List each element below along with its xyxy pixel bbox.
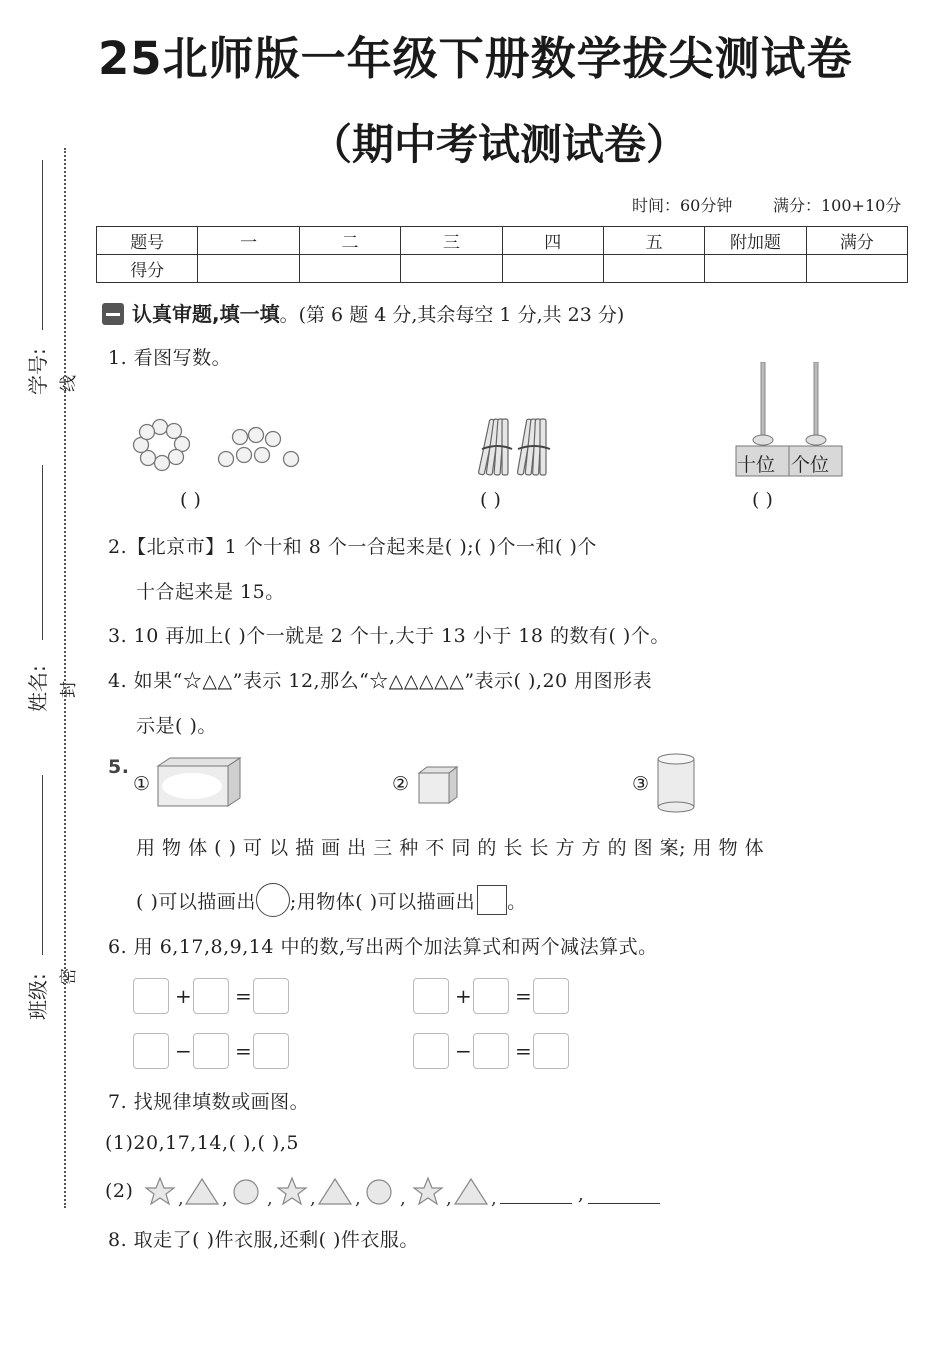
score-input-cell[interactable] bbox=[401, 255, 502, 283]
answer-box[interactable] bbox=[473, 978, 509, 1014]
question-4-line-2: 示是( )。 bbox=[136, 715, 217, 737]
student-no-label: 学号: bbox=[26, 348, 50, 395]
name-label: 姓名: bbox=[26, 665, 50, 712]
svg-text:,: , bbox=[355, 1188, 361, 1209]
score-input-cell[interactable] bbox=[705, 255, 806, 283]
score-header-cell: 四 bbox=[502, 227, 603, 255]
question-2-line-2: 十合起来是 15。 bbox=[136, 581, 285, 603]
circle-icon bbox=[367, 1180, 391, 1204]
object-label-1: ① bbox=[133, 773, 151, 795]
answer-box[interactable] bbox=[413, 1033, 449, 1069]
question-7-text: 7. 找规律填数或画图。 bbox=[108, 1091, 310, 1113]
score-header-cell: 一 bbox=[198, 227, 299, 255]
class-line bbox=[42, 775, 43, 955]
score-header-cell: 二 bbox=[299, 227, 400, 255]
class-label: 班级: bbox=[26, 973, 50, 1020]
svg-text:,: , bbox=[491, 1188, 497, 1209]
section-note: 。(第 6 题 4 分,其余每空 1 分,共 23 分) bbox=[279, 304, 625, 326]
question-4-line-1: 4. 如果“☆△△”表示 12,那么“☆△△△△△”表示( ),20 用图形表 bbox=[108, 670, 653, 692]
student-no-line bbox=[42, 160, 43, 330]
question-6-text: 6. 用 6,17,8,9,14 中的数,写出两个加法算式和两个减法算式。 bbox=[108, 936, 658, 958]
answer-box[interactable] bbox=[533, 1033, 569, 1069]
answer-box[interactable] bbox=[473, 1033, 509, 1069]
answer-box[interactable] bbox=[253, 1033, 289, 1069]
score-input-cell[interactable] bbox=[299, 255, 400, 283]
beads-illustration-icon bbox=[128, 415, 308, 480]
circle-icon bbox=[234, 1180, 258, 1204]
svg-text:,: , bbox=[267, 1188, 273, 1209]
seal-word-line: 线 bbox=[59, 375, 79, 392]
seal-word-secret: 密 bbox=[59, 968, 79, 985]
time-limit: 时间：60分钟 bbox=[632, 196, 733, 215]
binding-margin bbox=[0, 0, 95, 1352]
score-input-cell[interactable] bbox=[502, 255, 603, 283]
score-table bbox=[96, 226, 908, 283]
score-table-score-row bbox=[97, 255, 908, 283]
svg-text:,: , bbox=[310, 1188, 316, 1209]
score-input-cell[interactable] bbox=[806, 255, 907, 283]
page-subtitle: （期中考试测试卷） bbox=[310, 120, 689, 169]
abacus-tens-label: 十位 bbox=[737, 454, 776, 476]
name-line bbox=[42, 465, 43, 640]
triangle-icon bbox=[186, 1179, 218, 1204]
minus-sign: − bbox=[455, 1039, 472, 1063]
section-one-badge-icon bbox=[102, 303, 124, 325]
rectangular-box-icon bbox=[156, 756, 242, 808]
q7-answer-line-1[interactable] bbox=[500, 1185, 572, 1206]
question-5-line-2 bbox=[136, 883, 527, 917]
score-input-cell[interactable] bbox=[603, 255, 704, 283]
bundled-sticks-icon bbox=[478, 413, 558, 483]
question-3-text: 3. 10 再加上( )个一就是 2 个十,大于 13 小于 18 的数有( )个。 bbox=[108, 625, 670, 647]
answer-box[interactable] bbox=[253, 978, 289, 1014]
question-1-text: 1. 看图写数。 bbox=[108, 347, 232, 369]
score-header-cell: 附加题 bbox=[705, 227, 806, 255]
svg-text:,: , bbox=[178, 1188, 184, 1209]
star-icon bbox=[146, 1178, 174, 1204]
equals-sign: = bbox=[235, 984, 252, 1008]
shape-pattern-sequence bbox=[142, 1174, 502, 1210]
answer-box[interactable] bbox=[133, 978, 169, 1014]
page-title: 25北师版一年级下册数学拔尖测试卷 bbox=[98, 32, 853, 85]
cylinder-icon bbox=[655, 752, 697, 814]
score-input-cell[interactable] bbox=[198, 255, 299, 283]
square-shape-icon bbox=[477, 885, 507, 915]
question-8-text: 8. 取走了( )件衣服,还剩( )件衣服。 bbox=[108, 1229, 419, 1251]
q1-answer-blank-2[interactable]: ( ) bbox=[480, 489, 501, 511]
answer-box[interactable] bbox=[533, 978, 569, 1014]
section-title: 认真审题,填一填 bbox=[132, 302, 280, 326]
score-header-cell: 题号 bbox=[97, 227, 198, 255]
answer-box[interactable] bbox=[133, 1033, 169, 1069]
question-7-part-1: (1)20,17,14,( ),( ),5 bbox=[105, 1132, 299, 1154]
object-label-2: ② bbox=[392, 773, 410, 795]
seal-word-seal: 封 bbox=[59, 681, 79, 698]
score-header-cell: 满分 bbox=[806, 227, 907, 255]
question-2-line-1: 2.【北京市】1 个十和 8 个一合起来是( );( )个一和( )个 bbox=[108, 536, 597, 558]
plus-sign: + bbox=[455, 984, 472, 1008]
answer-box[interactable] bbox=[193, 1033, 229, 1069]
equals-sign: = bbox=[515, 1039, 532, 1063]
answer-box[interactable] bbox=[193, 978, 229, 1014]
score-row-label: 得分 bbox=[97, 255, 198, 283]
minus-sign: − bbox=[175, 1039, 192, 1063]
score-header-cell: 三 bbox=[401, 227, 502, 255]
equals-sign: = bbox=[235, 1039, 252, 1063]
plus-sign: + bbox=[175, 984, 192, 1008]
question-5-num: 5. bbox=[108, 756, 130, 778]
q5-line2-part-a: ( )可以描画出 bbox=[136, 891, 256, 913]
full-score: 满分：100+10分 bbox=[773, 196, 902, 215]
score-header-cell: 五 bbox=[603, 227, 704, 255]
score-table-header-row bbox=[97, 227, 908, 255]
svg-text:,: , bbox=[222, 1188, 228, 1209]
circle-shape-icon bbox=[256, 883, 290, 917]
object-label-3: ③ bbox=[632, 773, 650, 795]
q7-part-2-label: (2) bbox=[105, 1180, 134, 1202]
question-5-number bbox=[108, 756, 129, 778]
section-header bbox=[102, 298, 624, 327]
q1-answer-blank-3[interactable]: ( ) bbox=[752, 489, 773, 511]
star-icon bbox=[414, 1178, 442, 1204]
q7-comma: , bbox=[578, 1184, 584, 1205]
triangle-icon bbox=[455, 1179, 487, 1204]
equals-sign: = bbox=[515, 984, 532, 1008]
cube-icon bbox=[417, 765, 459, 805]
abacus-ones-label: 个位 bbox=[791, 454, 830, 476]
question-5-line-1: 用 物 体 ( ) 可 以 描 画 出 三 种 不 同 的 长 长 方 方 的 图 案; 用 物 体 bbox=[136, 837, 765, 859]
q7-answer-line-2[interactable] bbox=[588, 1185, 660, 1206]
question-7-part-2 bbox=[105, 1180, 133, 1202]
answer-box[interactable] bbox=[413, 978, 449, 1014]
svg-text:,: , bbox=[446, 1188, 452, 1209]
star-icon bbox=[278, 1178, 306, 1204]
q1-answer-blank-1[interactable]: ( ) bbox=[180, 489, 201, 511]
q5-line2-part-b: ;用物体( )可以描画出 bbox=[289, 891, 476, 913]
cut-line bbox=[64, 148, 66, 1208]
triangle-icon bbox=[319, 1179, 351, 1204]
svg-text:,: , bbox=[400, 1188, 406, 1209]
q5-line2-part-c: 。 bbox=[507, 891, 527, 913]
